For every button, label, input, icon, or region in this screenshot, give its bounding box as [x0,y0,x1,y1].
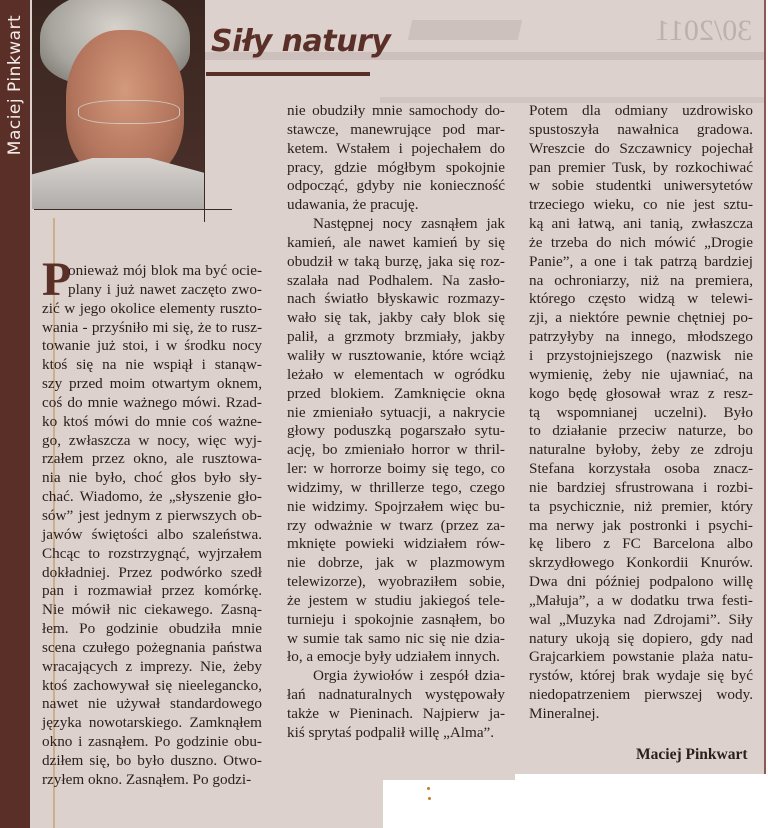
text-line: mknięte powieki widziałem rów- [287,535,505,553]
text-line: w sumie tak samo nic się nie dzia- [287,629,505,647]
bleed-through-logo [408,20,522,40]
text-line: nawet nie używał standardowego [42,695,262,713]
text-line: leżało w elementach w ogródku [287,365,505,383]
text-line: rystów, której brak wydaje się być [529,667,753,685]
text-line: coś do mnie ważnego mówi. Rzad- [42,393,262,411]
text-line: rzyłem okno. Zasnąłem. Po godzi- [42,770,252,788]
text-line: telewizorze), wyobraziłem sobie, [287,573,505,591]
text-line: pracy, gdzie mógłbym spokojnie [287,158,505,176]
text-line: ko ktoś mówi do mnie coś ważne- [42,412,262,430]
text-line: nie widzimy. Spojrzałem więc bu- [287,497,505,515]
torn-corner-2 [515,774,768,828]
text-line: wal „Muzyka nad Zdrojami”. Siły [529,610,753,628]
text-line: ację, bo zmieniało horror w thril- [287,441,505,459]
text-line: onieważ mój blok ma być ocie- [68,262,262,279]
text-line: dokładniej. Przez podwórko szedł [42,563,262,581]
text-line: niedopatrzeniem pierwszej wody. [529,686,753,704]
text-line: ma nerwy jak postronki i psychi- [529,516,753,534]
author-signature: Maciej Pinkwart [636,746,748,763]
text-line: szy przed moim otwartym oknem, [42,375,262,393]
author-sidebar [0,0,30,828]
text-line: towanie już stoi, i w środku nocy [42,337,262,355]
text-line: łań nadnaturalnych występowały [287,686,505,704]
text-line: ktoś się na nie wspiął i stanąw- [42,356,262,374]
text-line: odpocząć, gdyby nie konieczność [287,177,505,195]
text-line: w sobie studentki uniwersytetów [529,177,753,195]
text-line: nie obudziły mnie samochody do- [287,102,505,119]
text-line: którego często widzą w telewi- [529,290,753,308]
text-line: go, zwłaszcza w nocy, więc wyj- [42,431,262,449]
text-line: zić w jego okolice elementy rusztо- [42,299,262,317]
text-line: wracających z imprezy. Nie, żeby [42,657,262,675]
text-line: kogo będę głosował wraz z resz- [529,384,753,402]
text-line: kamień, ale nawet kamień by się [287,233,505,251]
text-line: języka nowotarskiego. Zamknąłem [42,714,262,732]
text-line: Nie mówił nic ciekawego. Zasną- [42,601,262,619]
text-line: ler: w horrorze boimy się tego, co [287,460,505,478]
text-line: stawcze, manewrujące pod mar- [287,120,505,138]
text-line: ktoś zachowywał się nieelegancko, [42,676,262,694]
photo-rule-horizontal [34,209,232,210]
text-line: rzałem przez okno, ale rusztowa- [42,450,262,468]
text-line: patrzyłyby na innego, młodszego [529,328,753,346]
text-line: pan premier Tusk, by rozkochiwać [529,158,753,176]
text-line: Grajcarkiem powstanie plaża natu- [529,648,753,666]
article-title: Siły natury [211,24,391,59]
drop-cap: P [42,253,72,306]
text-line: dziłem się, bo było duszno. Otwo- [42,751,262,769]
text-line: spustoszyła nawałnica gradowa. [529,120,753,138]
text-line: obudził w taką burzę, jaka się roz- [287,252,505,270]
text-line: ketem. Wstałem i pojechałem do [287,139,505,157]
text-line: zji, a niektóre pewnie chętniej po- [529,309,753,327]
text-line: nia nie było, choć głos było sły- [42,469,262,487]
text-line: udawania, że pracuję. [287,196,419,214]
text-line: Mineralnej. [529,705,600,722]
text-line: waliły w rusztowanie, które wciąż [287,346,505,364]
text-line: sów” jest jednym z pierwszych ob- [42,506,262,524]
title-underline [206,72,370,76]
text-line: na ochroniarzy, niż na premiera, [529,271,753,289]
text-line: głowy poduszką pogarszało sytu- [287,422,505,440]
text-line: Chcąc to rozstrzygnąć, wyjrzałem [42,544,262,562]
text-line: kę libero z FC Barcelona albo [529,535,753,553]
text-line: rzy odważnie w twarz (przez za- [287,516,505,534]
bleed-through-date: 30/2011 [655,14,753,47]
text-line: Orgia żywiołów i zespół dzia- [313,667,505,685]
text-line: okno i zasnąłem. Po godzinie obu- [42,733,262,751]
text-line: pan i rozmawiał przez komórkę. [42,582,262,600]
text-line: nie zmieniało sytuacji, a nakrycie [287,403,505,421]
text-line: Panie”, a one i tak patrzą bardziej [529,252,753,270]
ink-speck [427,787,430,790]
text-line: tą wspomnianej uczelni). Było [529,403,753,421]
text-line: łem. Po godzinie obudziła mnie [42,620,262,638]
text-line: natury ukoją się dopiero, gdy nad [529,629,753,647]
text-line: jawów świętości albo szaleństwa. [42,525,262,543]
text-line: skrzydłowego Konkordii Knurów. [529,554,753,572]
text-line: chać. Wiadomo, że „słyszenie gło- [42,488,262,506]
text-line: szalała nad Podhalem. Na zasło- [287,271,505,289]
text-line: nie bardziej sfrustrowana i rozbi- [529,478,753,496]
ink-speck [428,797,431,800]
text-line: ta psychicznie, niż premier, który [529,497,753,515]
text-line: wymienię, żeby nie ujawniać, na [529,365,753,383]
text-line: plany i już nawet zaczęto zwo- [68,280,262,298]
text-line: ło, a emocje były udziałem innych. [287,648,500,666]
text-line: „Małuja”, a w dodatku trwa festi- [529,591,753,609]
text-line: kiś sprytaś podpalił willę „Alma”. [287,723,495,741]
text-line: Stefana korzystała osoba znacz- [529,460,753,478]
text-line: to działanie przeciw naturze, bo [529,422,753,440]
article-column-3 [529,102,753,724]
text-line: przed blokiem. Zamknięcie okna [287,384,505,402]
text-line: Wreszcie do Szczawnicy pojechał [529,139,753,157]
text-line: Potem dla odmiany uzdrowisko [529,102,753,119]
text-line: trzeciego wieku, co nie jest sztu- [529,196,753,214]
text-line: i przystojniejszego (nazwisk nie [529,346,753,364]
text-line: Następnej nocy zasnąłem jak [313,215,505,233]
text-line: nach światło błyskawic rozmazy- [287,290,505,308]
text-line: Dwa dni później podpalono willę [529,573,753,591]
article-column-1 [42,262,262,790]
author-photo [32,0,204,209]
article-column-2 [287,102,505,743]
text-line: wało się tak, jakby cały blok się [287,309,505,327]
text-line: turnieju i spokojnie zasnąłem, bo [287,610,505,628]
text-line: także w Pieninach. Najpierw ja- [287,705,505,722]
photo-rule-vertical [204,0,205,222]
text-line: scena czułego pożegnania państwa [42,638,262,656]
text-line: ką ani łatwą, ani tanią, zwłaszcza [529,215,753,233]
text-line: palił, a grzmoty brzmiały, jakby [287,328,505,346]
text-line: widzimy, w thrillerze tego, czego [287,478,505,496]
text-line: wania - przyśniło mi się, że to rusz- [42,318,262,336]
text-line: że trzeba do nich mówić „Drogie [529,233,753,251]
author-name-vertical: Maciej Pinkwart [5,14,25,156]
text-line: nie dobrze, jak w plazmowym [287,554,505,572]
clipping-edge [764,0,766,778]
text-line: że jestem w studiu jakiegoś tele- [287,591,505,609]
text-line: naturalne byłoby, żeby ze zdroju [529,441,753,459]
